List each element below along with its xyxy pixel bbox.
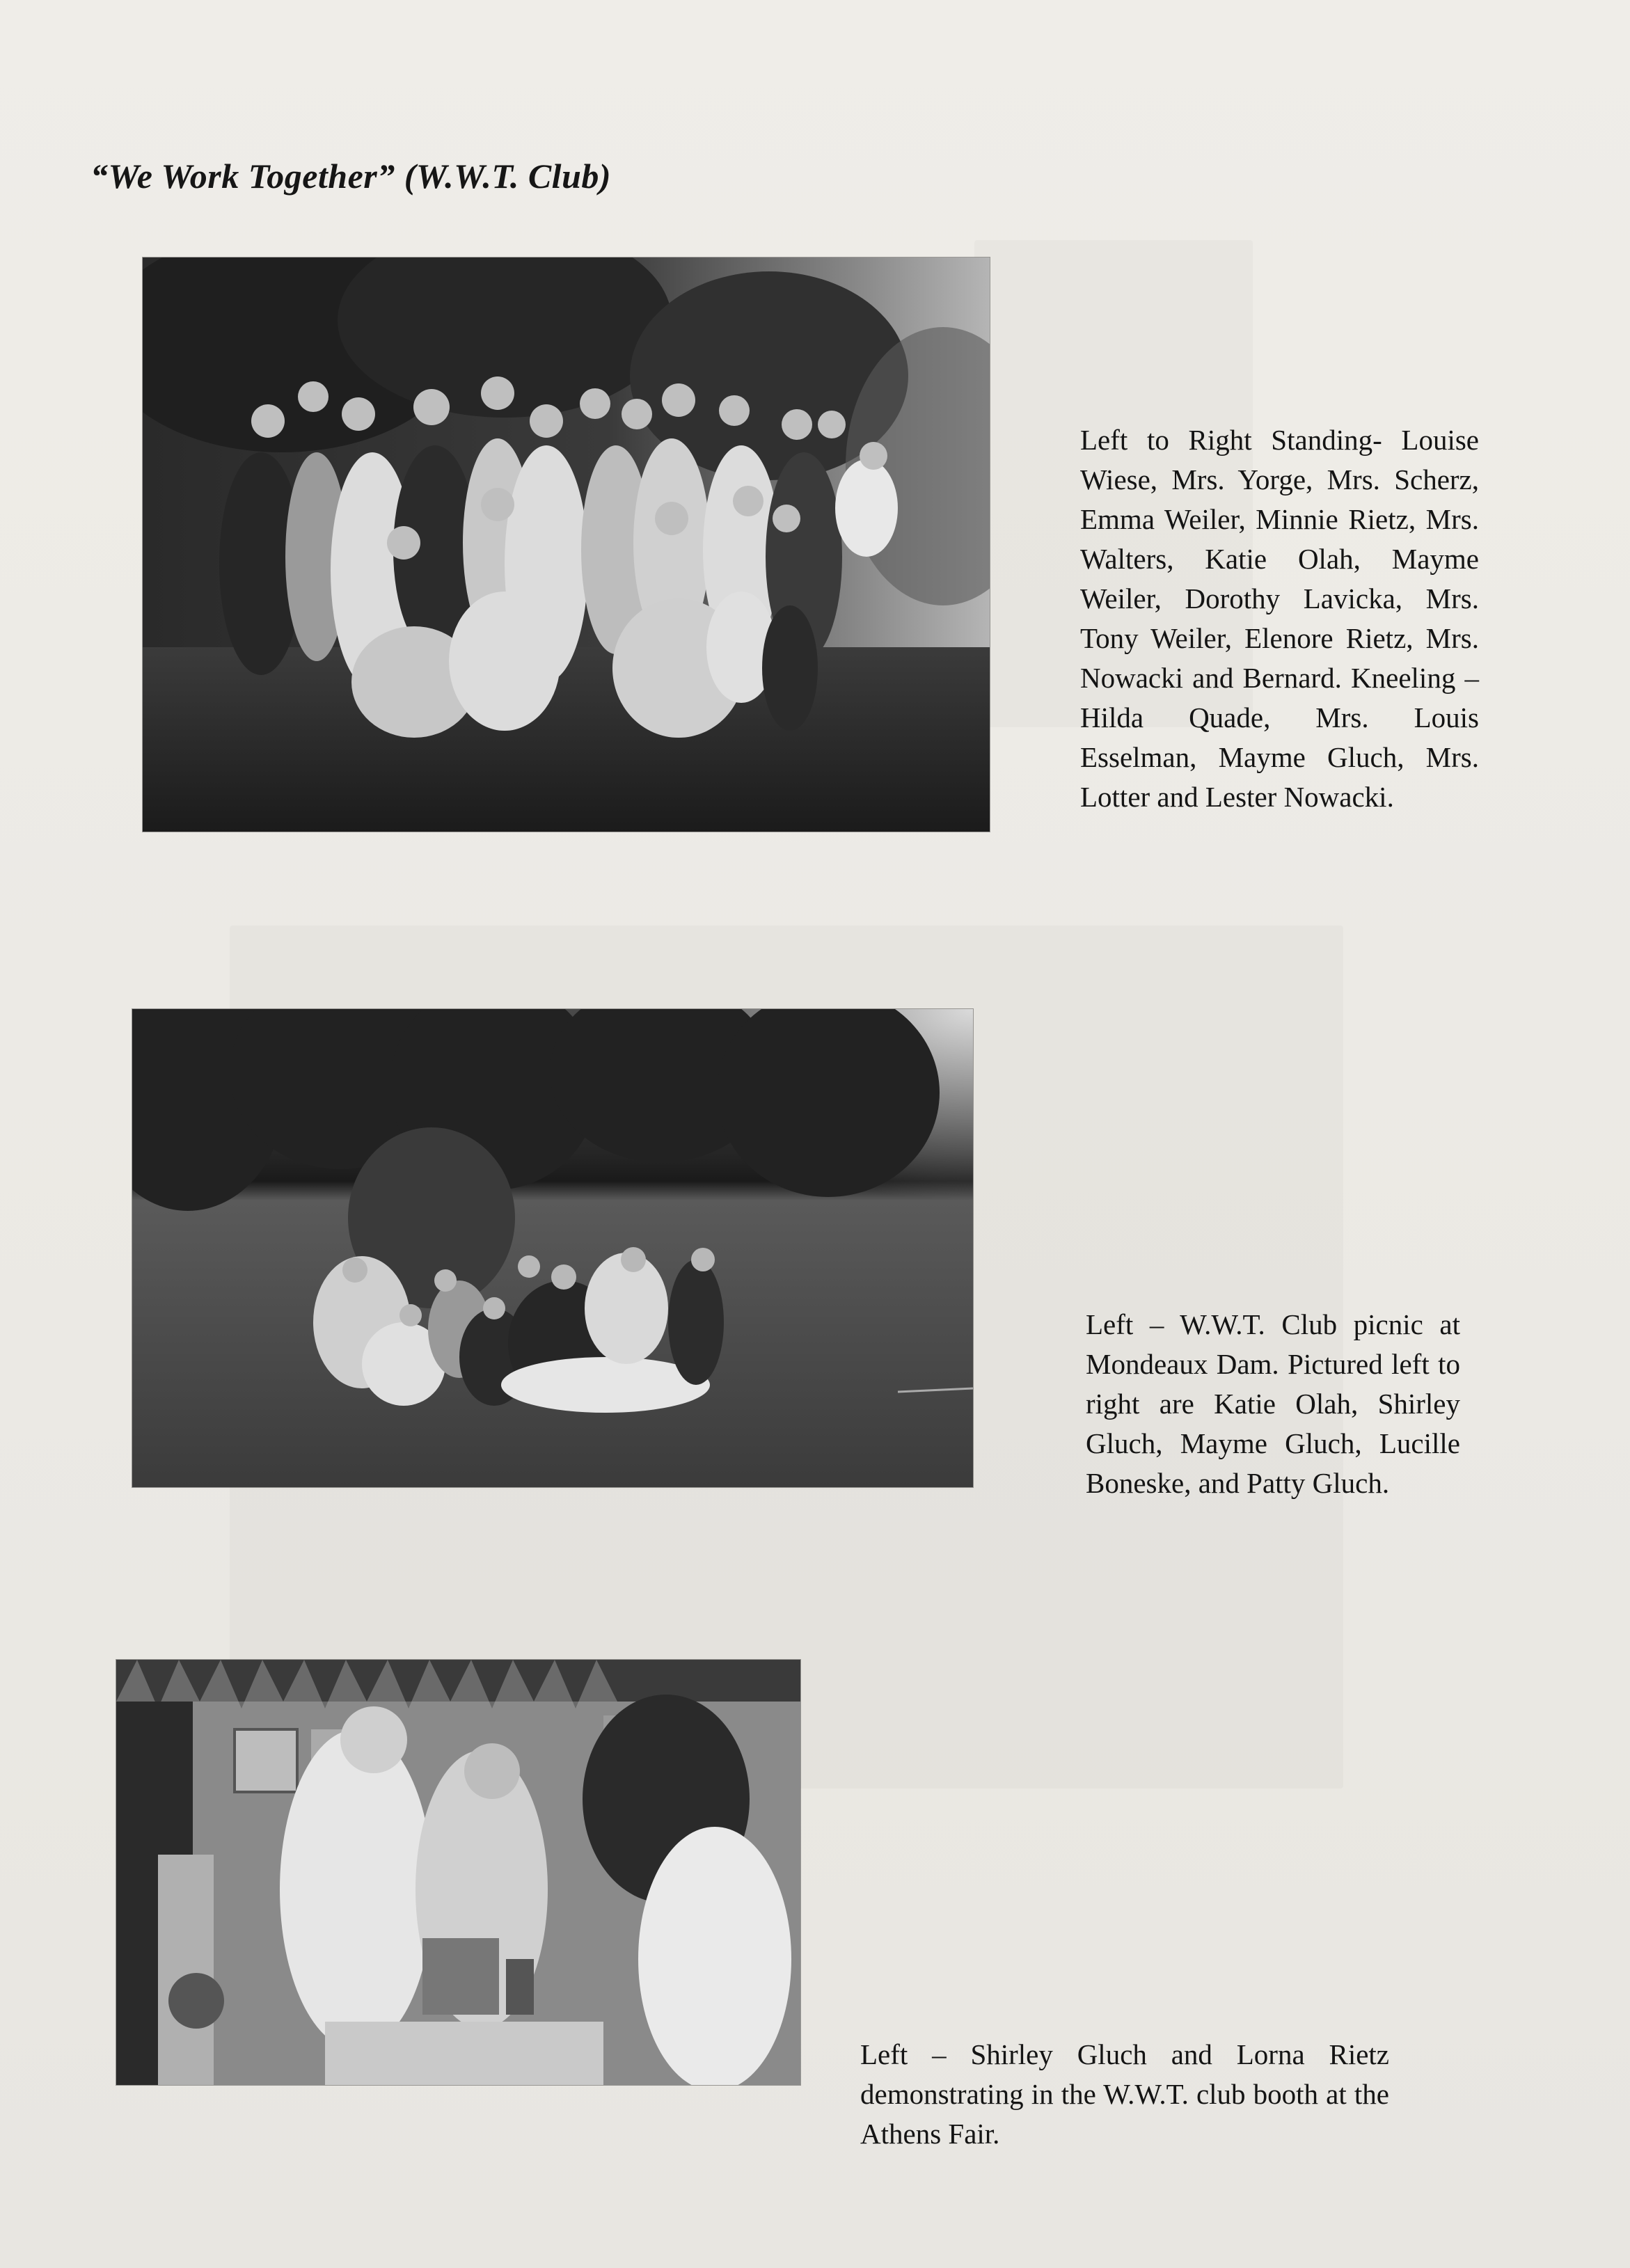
- group-portrait-photo: [143, 257, 990, 832]
- group-portrait-image: [143, 257, 990, 832]
- picnic-image: [132, 1009, 973, 1487]
- fair-booth-image: [116, 1660, 800, 2085]
- page-title: “We Work Together” (W.W.T. Club): [90, 156, 612, 196]
- picnic-photo: [132, 1009, 973, 1487]
- group-portrait-caption: Left to Right Standing- Louise Wiese, Mrs. Yorge, Mrs. Scherz, Emma Weiler, Minnie Rietz, Mrs. Walters, Katie Olah, Mayme Weiler, Dorothy Lavicka, Mrs. Tony Weiler, Elenore Rietz, Mrs. Nowacki and Bernard. Kneeling – Hilda Quade, Mrs. Louis Esselman, Mayme Gluch, Mrs. Lotter and Lester Nowacki.: [1080, 424, 1479, 813]
- fair-booth-caption: Left – Shirley Gluch and Lorna Rietz demonstrating in the W.W.T. club booth at the Athens Fair.: [860, 2038, 1389, 2150]
- fair-booth-photo: [116, 1660, 800, 2085]
- picnic-caption: Left – W.W.T. Club picnic at Mondeaux Dam. Pictured left to right are Katie Olah, Shirley Gluch, Mayme Gluch, Lucille Boneske, and Patty Gluch.: [1086, 1308, 1460, 1499]
